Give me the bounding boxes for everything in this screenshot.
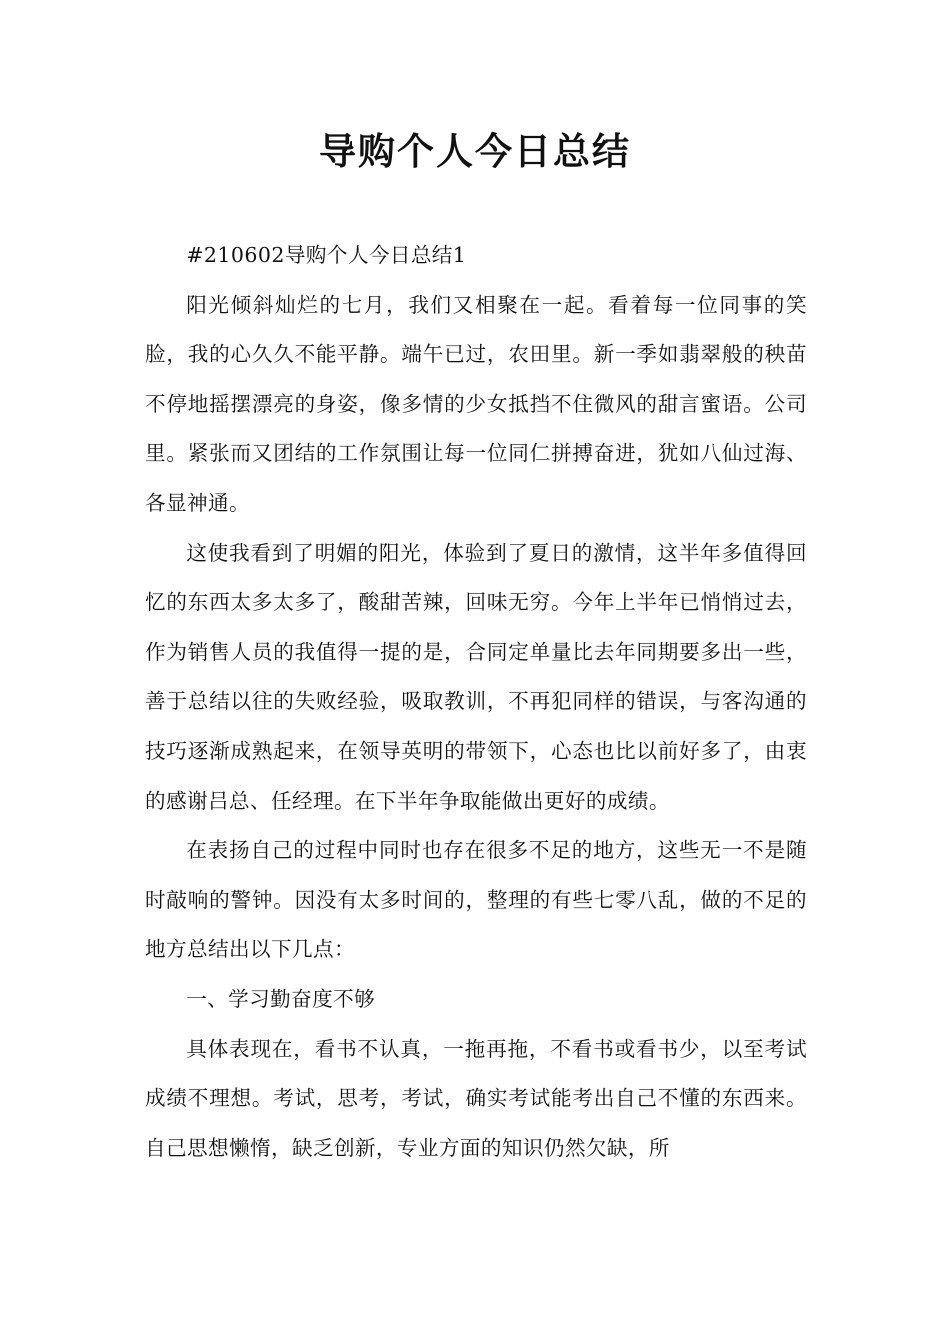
document-title: 导购个人今日总结 (319, 130, 631, 173)
paragraph-achievements: 这使我看到了明媚的阳光，体验到了夏日的激情，这半年多值得回忆的东西太多太多了，酸甜苦辣，回味无穷。今年上半年已悄悄过去，作为销售人员的我值得一提的是，合同定单量比去年同期要多出一些，善于总结以往的失败经验，吸取教训，不再犯同样的错误，与客沟通的技巧逐渐成熟起来，在领导英明的带领下，心态也比以前好多了，由衷的感谢吕总、任经理。在下半年争取能做出更好的成绩。 (145, 540, 807, 813)
paragraph-heading-code: #210602导购个人今日总结1 (186, 243, 467, 267)
paragraph-study-details: 具体表现在，看书不认真，一拖再拖，不看书或看书少，以至考试成绩不理想。考试，思考，考试，确实考试能考出自己不懂的东西来。自己思想懒惰，缺乏创新，专业方面的知识仍然欠缺，所 (145, 1036, 807, 1160)
paragraph-shortcomings: 在表扬自己的过程中同时也存在很多不足的地方，这些无一不是随时敲响的警钟。因没有太多时间的，整理的有些七零八乱，做的不足的地方总结出以下几点： (145, 838, 807, 962)
paragraph-intro: 阳光倾斜灿烂的七月，我们又相聚在一起。看着每一位同事的笑脸，我的心久久不能平静。端午已过，农田里。新一季如翡翠般的秧苗不停地摇摆漂亮的身姿，像多情的少女抵挡不住微风的甜言蜜语。公司里。紧张而又团结的工作氛围让每一位同仁拼搏奋进，犹如八仙过海、各显神通。 (145, 292, 807, 515)
document-body (145, 231, 807, 1173)
section-heading-study: 一、学习勤奋度不够 (186, 986, 376, 1011)
